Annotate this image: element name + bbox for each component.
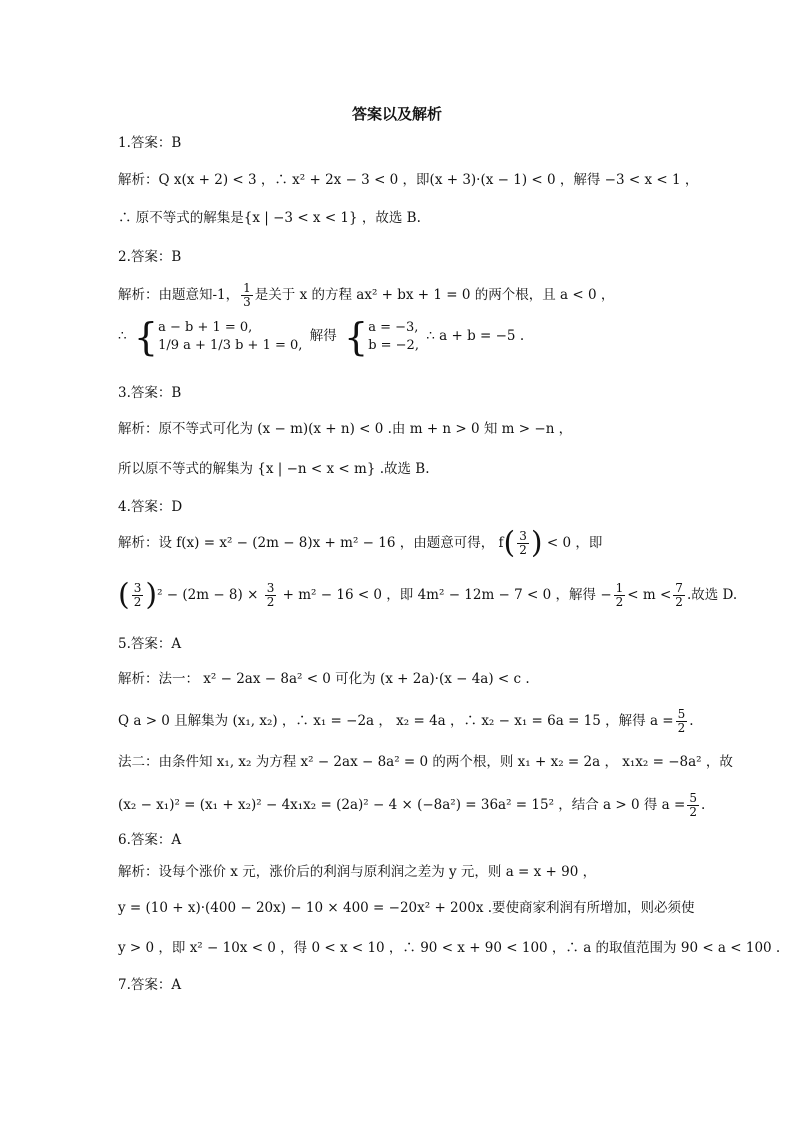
- frac-den: 2: [689, 805, 697, 819]
- q2-l2-post: ∴ a + b = −5 .: [426, 328, 525, 344]
- q3-analysis-line1: 解析：原不等式可化为 (x − m)(x + n) < 0 .由 m + n > 0 知 m > −n ，: [118, 421, 573, 437]
- frac-den: 2: [266, 595, 275, 609]
- q5-l4-end: .: [700, 797, 706, 813]
- q2-analysis-line1: [118, 282, 676, 309]
- frac-num: 3: [133, 581, 142, 595]
- q1-analysis-line2: ∴ 原不等式的解集是{x | −3 < x < 1} ，故选 B.: [118, 210, 421, 226]
- q5-analysis-line1: 解析：法一： x² − 2ax − 8a² < 0 可化为 (x + 2a)·(x − 4a) < c .: [118, 671, 530, 687]
- q4-l2-lt: < m <: [627, 587, 672, 603]
- right-paren: ): [145, 577, 158, 613]
- q2-answer: 2.答案：B: [118, 249, 182, 265]
- q5-l2-end: .: [689, 713, 694, 729]
- frac-num: 7: [675, 581, 683, 595]
- q4-fraction-7-2: [673, 582, 685, 609]
- equation-system-2: [344, 314, 419, 359]
- q6-analysis-line1: 解析：设每个涨价 x 元，涨价后的利润与原利润之差为 y 元，则 a = x + 90 ，: [118, 864, 597, 880]
- page-title: 答案以及解析: [351, 105, 442, 123]
- system1-eq2: 1/9 a + 1/3 b + 1 = 0,: [158, 337, 303, 353]
- q2-l2-mid: 解得: [309, 328, 337, 344]
- q3-analysis-line2: 所以原不等式的解集为 {x | −n < x < m} .故选 B.: [118, 461, 430, 477]
- frac-num: 5: [689, 791, 697, 805]
- q5-l4-pre: (x₂ − x₁)² = (x₁ + x₂)² − 4x₁x₂ = (2a)² − 4 × (−8a²) = 36a² = 15² ，结合 a > 0 得 a =: [118, 797, 686, 813]
- frac-num: 3: [266, 581, 275, 595]
- q1-analysis-line1: 解析：Q x(x + 2) < 3 ，∴ x² + 2x − 3 < 0 ，即(x + 3)·(x − 1) < 0 ，解得 −3 < x < 1 ，: [118, 172, 699, 188]
- frac-den: 2: [133, 595, 142, 609]
- q4-answer: 4.答案：D: [118, 499, 183, 515]
- frac-den: 2: [675, 595, 683, 609]
- q5-l2-pre: Q a > 0 且解集为 (x₁, x₂) ，∴ x₁ = −2a ， x₂ = 4a ，∴ x₂ − x₁ = 6a = 15 ，解得 a =: [118, 713, 674, 729]
- system2-eq1: a = −3,: [368, 319, 419, 335]
- q4-fraction-1-2: [614, 582, 626, 609]
- q2-analysis-line2: [118, 314, 676, 359]
- frac-den: 2: [519, 543, 527, 557]
- therefore-symbol: ∴: [118, 328, 127, 344]
- brace-icon: {: [133, 314, 159, 359]
- frac-num: 5: [677, 707, 686, 721]
- q2-frac-den: 3: [243, 295, 251, 309]
- q4-analysis-line2: [118, 577, 738, 613]
- q6-analysis-line3: y > 0 ，即 x² − 10x < 0 ，得 0 < x < 10 ，∴ 90 < x + 90 < 100 ，∴ a 的取值范围为 90 < a < 100 .: [118, 940, 781, 956]
- q5-analysis-line2: [118, 707, 694, 735]
- q5-fraction-5-2: [676, 708, 688, 735]
- frac-num: 1: [615, 581, 624, 595]
- q2-frac-num: 1: [243, 281, 251, 295]
- q4-l2-end: .故选 D.: [686, 587, 738, 603]
- q2-l1-post: 是关于 x 的方程 ax² + bx + 1 = 0 的两个根，且 a < 0 ，: [254, 287, 615, 303]
- q7-answer: 7.答案：A: [118, 977, 182, 993]
- frac-den: 2: [677, 721, 686, 735]
- q1-answer: 1.答案：B: [118, 135, 182, 151]
- right-paren: ): [530, 525, 543, 561]
- q4-fraction-3-2-c: [265, 582, 277, 609]
- equation-system-1: [133, 314, 303, 359]
- q4-l2-post: + m² − 16 < 0 ，即 4m² − 12m − 7 < 0 ，解得 −: [282, 587, 612, 603]
- q4-fraction-3-2-b: [132, 582, 144, 609]
- frac-num: 3: [519, 529, 527, 543]
- system2-eq2: b = −2,: [368, 337, 419, 353]
- left-paren: (: [503, 525, 516, 561]
- system1-eq1: a − b + 1 = 0,: [158, 319, 253, 335]
- frac-den: 2: [615, 595, 624, 609]
- q3-answer: 3.答案：B: [118, 385, 182, 401]
- q6-analysis-line2: y = (10 + x)·(400 − 20x) − 10 × 400 = −20x² + 200x .要使商家利润有所增加，则必须使: [118, 900, 695, 916]
- q6-answer: 6.答案：A: [118, 832, 182, 848]
- q4-l1-pre: 解析：设 f(x) = x² − (2m − 8)x + m² − 16 ，由题意可得， f: [118, 535, 504, 551]
- q5-fraction-5-2-b: [687, 792, 699, 819]
- q2-fraction: [241, 282, 253, 309]
- q4-fraction-3-2: [517, 530, 529, 557]
- left-paren: (: [118, 577, 130, 613]
- brace-icon: {: [344, 314, 369, 359]
- q4-l1-post: < 0 ，即: [546, 535, 603, 551]
- q4-l2-mid: ² − (2m − 8) ×: [157, 587, 259, 603]
- q4-analysis-line1: [118, 525, 676, 561]
- q2-l1-pre: 解析：由题意知-1，: [118, 287, 240, 303]
- q5-answer: 5.答案：A: [118, 636, 182, 652]
- q5-analysis-line4: [118, 791, 706, 819]
- q5-analysis-line3: 法二：由条件知 x₁, x₂ 为方程 x² − 2ax − 8a² = 0 的两个根，则 x₁ + x₂ = 2a ， x₁x₂ = −8a² ，故: [118, 754, 733, 770]
